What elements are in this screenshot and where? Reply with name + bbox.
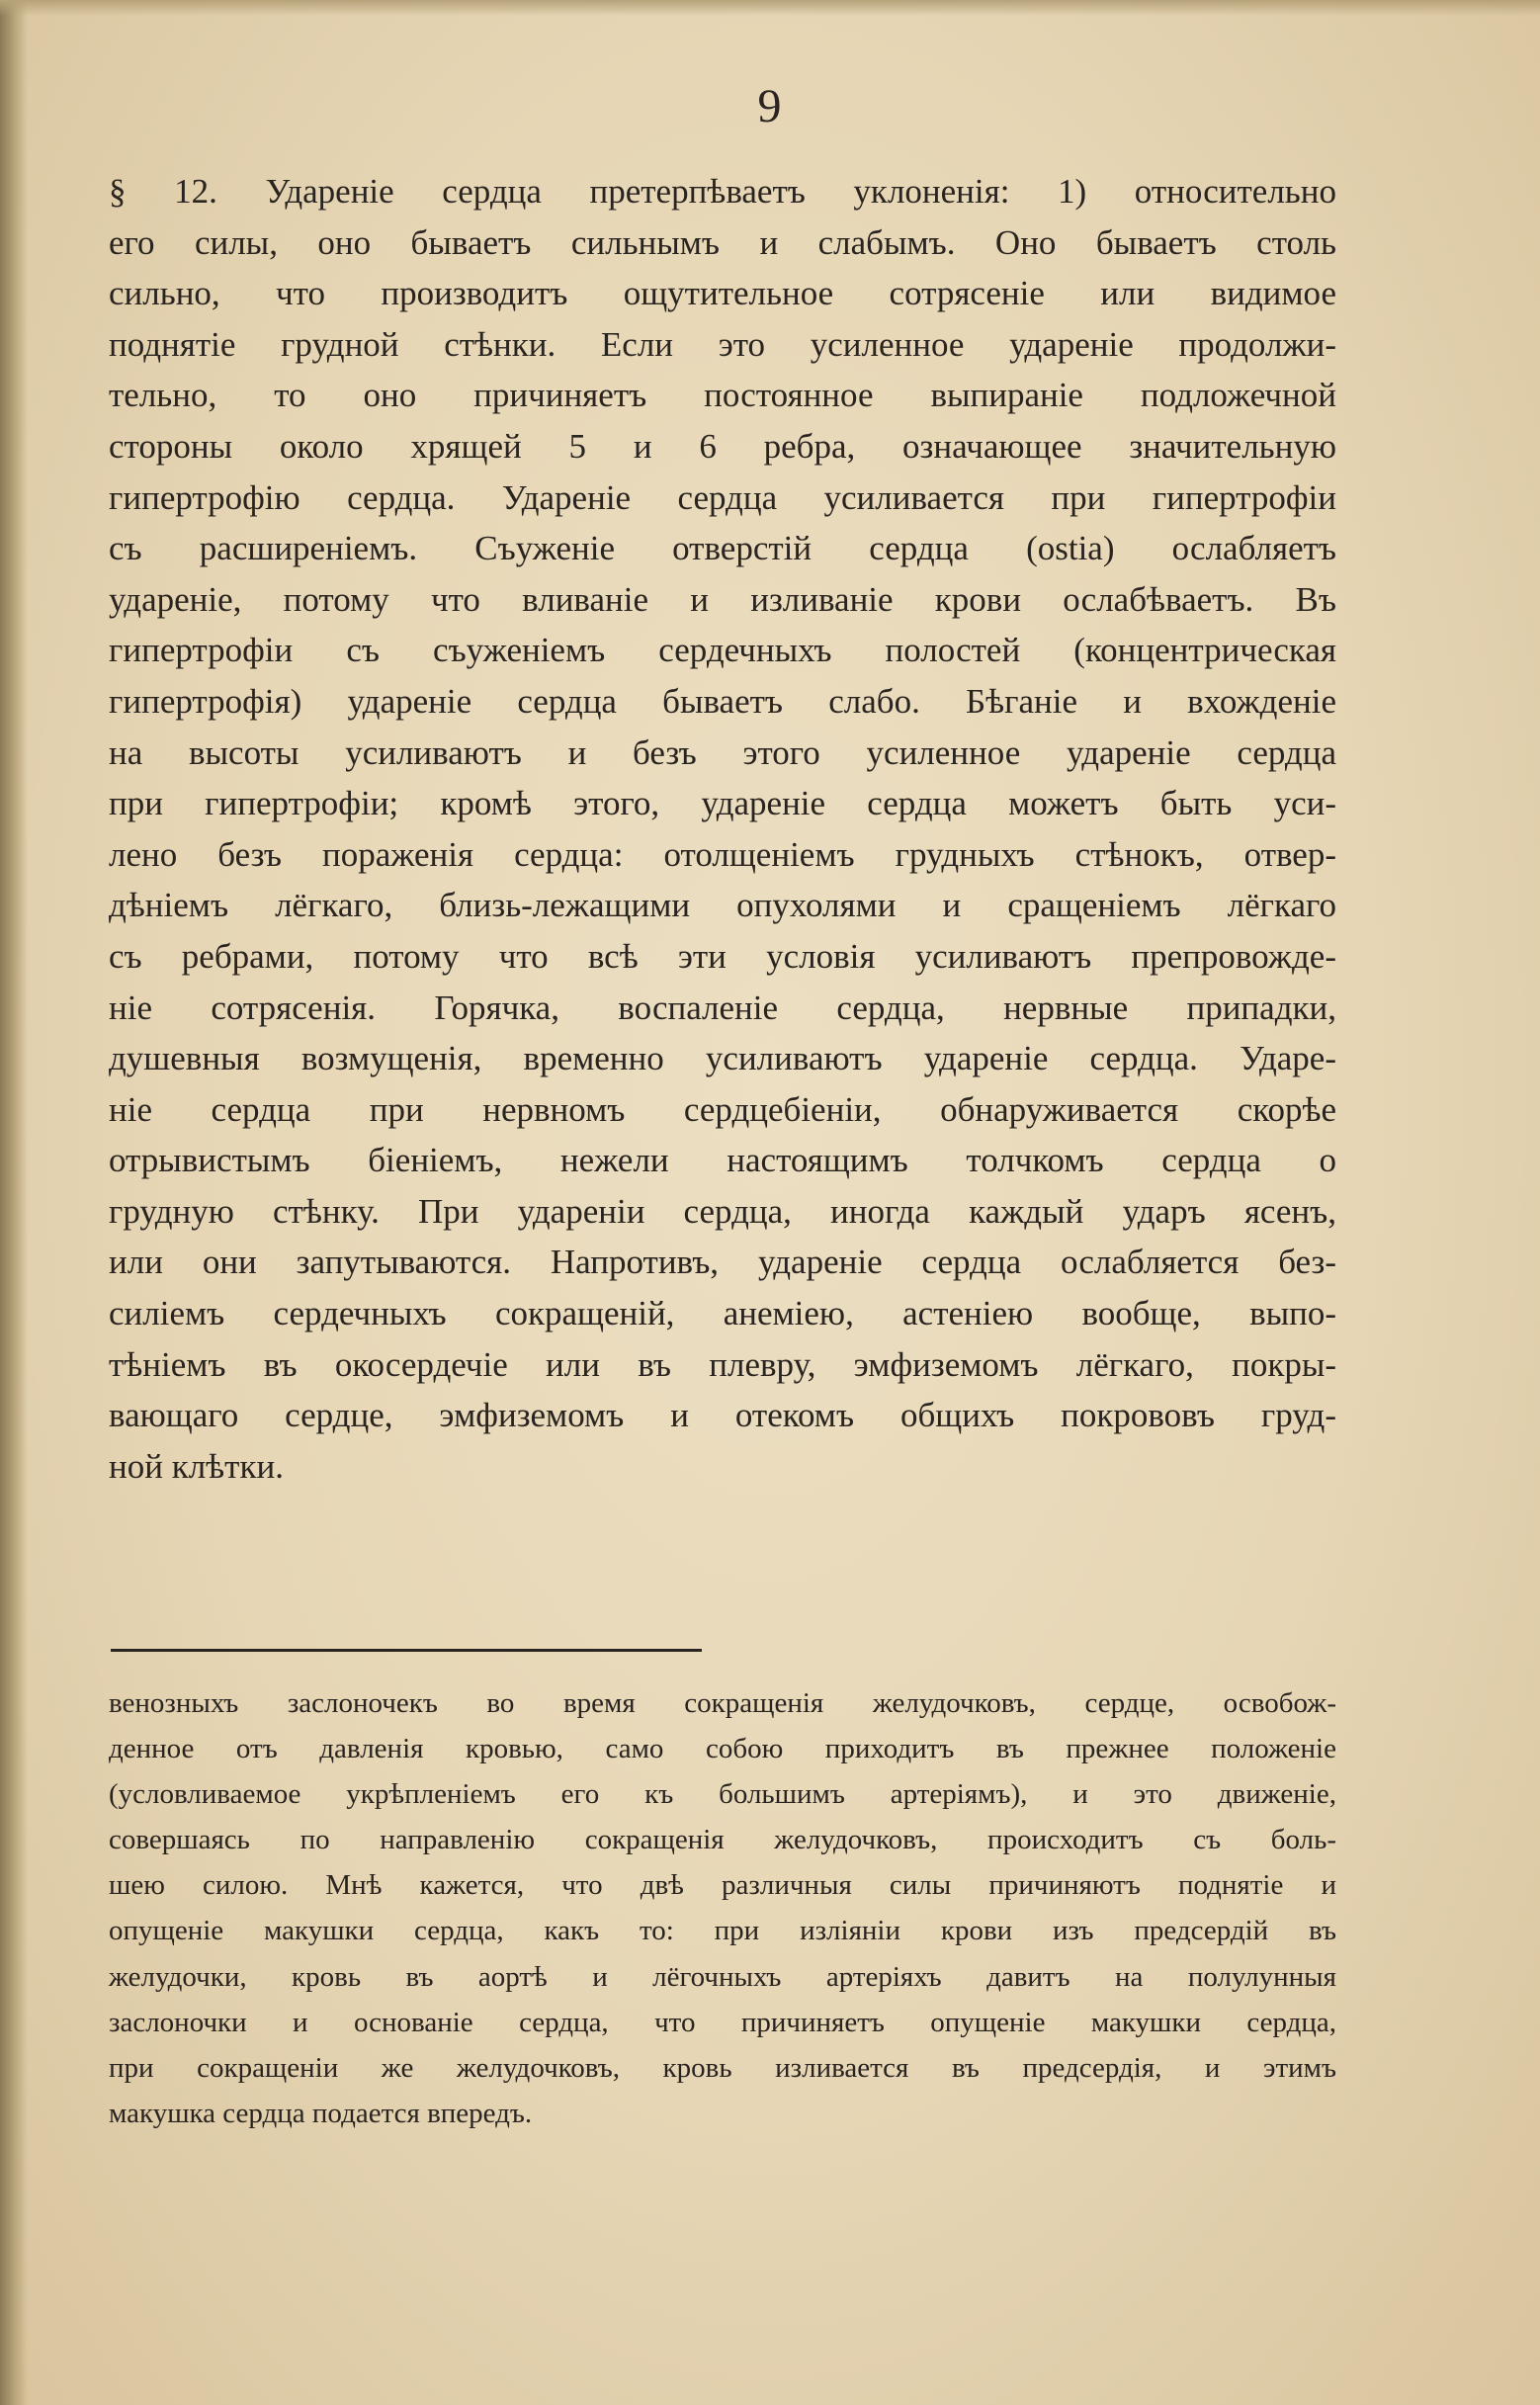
paragraph-line: гипертрофія) удареніе сердца бываетъ слабо. Бѣганіе и вхожденіе xyxy=(109,681,1336,721)
paragraph-line: стороны около хрящей 5 и 6 ребра, означающее значительную xyxy=(109,426,1336,466)
footnote-line: желудочки, кровь въ аортѣ и лёгочныхъ артеріяхъ давитъ на полулунныя xyxy=(109,1960,1336,1993)
paragraph-line: дѣніемъ лёгкаго, близь-лежащими опухолями и сращеніемъ лёгкаго xyxy=(109,886,1336,925)
paragraph-line: при гипертрофіи; кромѣ этого, удареніе сердца можетъ быть уси- xyxy=(109,784,1336,823)
footnote-line: шею силою. Мнѣ кажется, что двѣ различныя силы причиняютъ поднятіе и xyxy=(109,1869,1336,1902)
paragraph-line: ніе сердца при нервномъ сердцебіеніи, обнаруживается скорѣе xyxy=(109,1089,1336,1129)
page-number: 9 xyxy=(757,80,783,132)
page-edge-shadow xyxy=(0,0,28,2405)
footnote-line: макушка сердца подается впередъ. xyxy=(109,2097,533,2129)
paragraph-line: душевныя возмущенія, временно усиливаютъ удареніе сердца. Ударе- xyxy=(109,1039,1336,1078)
paragraph-line: грудную стѣнку. При удареніи сердца, иногда каждый ударъ ясенъ, xyxy=(109,1191,1336,1231)
paragraph-line: § 12. Удареніе сердца претерпѣваетъ уклоненія: 1) относительно xyxy=(109,172,1336,211)
footnote-line: заслоночки и основаніе сердца, что причиняетъ опущеніе макушки сердца, xyxy=(109,2006,1336,2038)
paragraph-line: удареніе, потому что вливаніе и изливаніе крови ослабѣваетъ. Въ xyxy=(109,579,1336,619)
main-paragraph xyxy=(109,166,1336,1492)
footnote-line: совершаясь по направленію сокращенія желудочковъ, происходитъ съ боль- xyxy=(109,1824,1336,1856)
paragraph-line: тѣніемъ въ окосердечіе или въ плевру, эмфиземомъ лёгкаго, покры- xyxy=(109,1344,1336,1384)
footnote-line: венозныхъ заслоночекъ во время сокращенія желудочковъ, сердце, освобож- xyxy=(109,1687,1336,1719)
footnote-divider xyxy=(111,1649,702,1652)
paragraph-line: силіемъ сердечныхъ сокращеній, анеміею, астеніею вообще, выпо- xyxy=(109,1294,1336,1333)
paragraph-line: его силы, оно бываетъ сильнымъ и слабымъ. Оно бываетъ столь xyxy=(109,222,1336,262)
paragraph-line: тельно, то оно причиняетъ постоянное выпираніе подложечной xyxy=(109,376,1336,415)
paragraph-line: ніе сотрясенія. Горячка, воспаленіе сердца, нервные припадки, xyxy=(109,988,1336,1027)
page-top-shadow xyxy=(0,0,1540,16)
footnote-line: (условливаемое укрѣпленіемъ его къ большимъ артеріямъ), и это движеніе, xyxy=(109,1778,1336,1811)
paragraph-line: на высоты усиливаютъ и безъ этого усиленное удареніе сердца xyxy=(109,732,1336,772)
paragraph-line: ной клѣтки. xyxy=(109,1446,284,1486)
paragraph-line: или они запутываются. Напротивъ, удареніе сердца ослабляется без- xyxy=(109,1243,1336,1282)
paragraph-line: съ расширеніемъ. Съуженіе отверстій сердца (ostia) ослабляетъ xyxy=(109,529,1336,568)
paragraph-line: сильно, что производитъ ощутительное сотрясеніе или видимое xyxy=(109,274,1336,313)
paragraph-line: гипертрофіи съ съуженіемъ сердечныхъ полостей (концентрическая xyxy=(109,631,1336,670)
paragraph-line: отрывистымъ біеніемъ, нежели настоящимъ толчкомъ сердца о xyxy=(109,1141,1336,1180)
footnote-line: денное отъ давленія кровью, само собою приходитъ въ прежнее положеніе xyxy=(109,1733,1336,1765)
footnote-line: опущеніе макушки сердца, какъ то: при изліяніи крови изъ предсердій въ xyxy=(109,1915,1336,1947)
paragraph-line: гипертрофію сердца. Удареніе сердца усиливается при гипертрофіи xyxy=(109,477,1336,517)
paragraph-line: лено безъ пораженія сердца: отолщеніемъ грудныхъ стѣнокъ, отвер- xyxy=(109,834,1336,874)
paragraph-line: съ ребрами, потому что всѣ эти условія усиливаютъ препровожде- xyxy=(109,936,1336,976)
footnote-line: при сокращеніи же желудочковъ, кровь изливается въ предсердія, и этимъ xyxy=(109,2051,1336,2084)
paragraph-line: вающаго сердце, эмфиземомъ и отекомъ общихъ покрововъ груд- xyxy=(109,1396,1336,1435)
paragraph-line: поднятіе грудной стѣнки. Если это усиленное удареніе продолжи- xyxy=(109,324,1336,364)
footnote xyxy=(109,1680,1336,2136)
